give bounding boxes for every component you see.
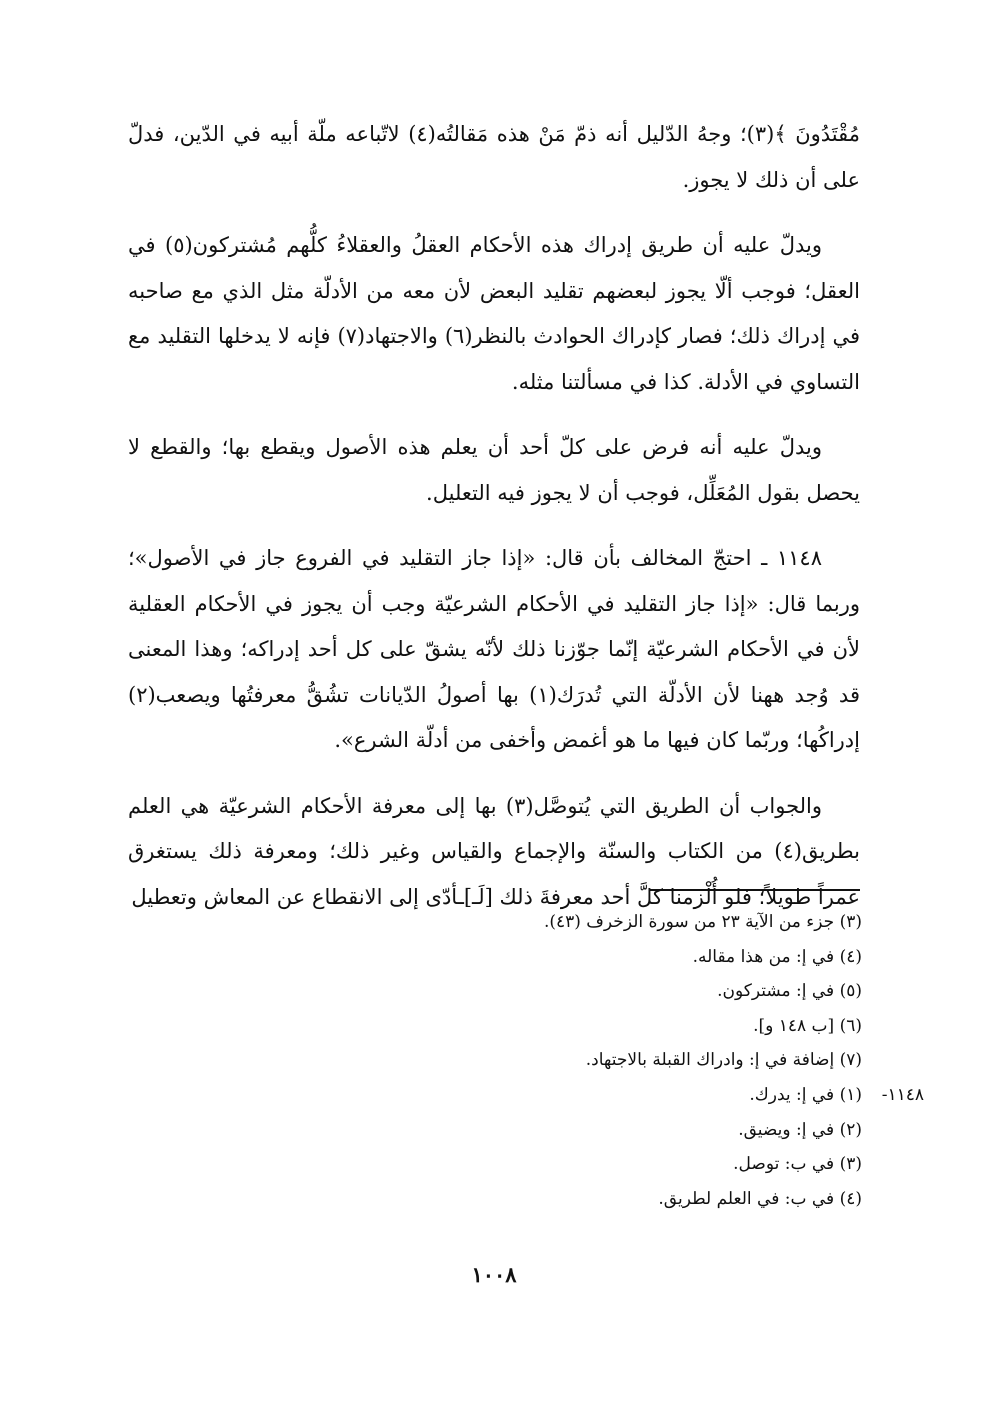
- footnote-group-1148: [128, 1078, 924, 1216]
- paragraph: ويدلّ عليه أنه فرض على كلّ أحد أن يعلم هذه الأصول ويقطع بها؛ والقطع لا يحصل بقول المُعَلِّل، فوجب أن لا يجوز فيه التعليل.: [128, 435, 860, 505]
- paragraph: مُقْتَدُونَ ﴾(٣)؛ وجهُ الدّليل أنه ذمّ مَنْ هذه مَقالتُه(٤) لاتّباعه ملّة أبيه في الدّين، فدلّ على أن ذلك لا يجوز.: [128, 122, 860, 192]
- page-number: ١٠٠٨: [471, 1262, 517, 1287]
- footnote-group-label: ١١٤٨-: [881, 1084, 924, 1105]
- footnote: (١) في إ: يدرك.: [749, 1084, 862, 1105]
- footnote: (٢) في إ: ويضيق.: [738, 1119, 862, 1140]
- footnote-separator: [650, 889, 860, 891]
- footnote: (٦) [ب ١٤٨ و].: [753, 1015, 862, 1036]
- footnote: (٧) إضافة في إ: وادراك القبلة بالاجتهاد.: [585, 1050, 862, 1071]
- footnotes: [128, 905, 924, 1216]
- footnote: (٥) في إ: مشتركون.: [717, 981, 862, 1002]
- paragraph: والجواب أن الطريق التي يُتوصَّل(٣) بها إلى معرفة الأحكام الشرعيّة هي العلم بطريق(٤) من الكتاب والسنّة والإجماع والقياس وغير ذلك؛ ومعرفة ذلك يستغرق عمراً طويلاً؛ فلو أُلْزمنا كلَّ أحد معرفةَ ذلك [لَـ]ـأدّى إلى الانقطاع عن المعاش وتعطيل: [128, 793, 860, 909]
- footnote: (٤) في إ: من هذا مقاله.: [692, 946, 862, 967]
- main-text: [128, 112, 860, 940]
- paragraph-section-1148: ١١٤٨ ـ احتجّ المخالف بأن قال: «إذا جاز التقليد في الفروع جاز في الأصول»؛ وربما قال: «إذا جاز التقليد في الأحكام الشرعيّة وجب أن يجوز في الأحكام العقلية لأن في الأحكام الشرعيّة إنّما جوّزنا ذلك لأنّه يشقّ على كل أحد إدراكه؛ وهذا المعنى قد وُجد ههنا لأن الأدلّة التي تُدرَك(١) بها أصولُ الدّيانات تشُقُّ معرفتُها ويصعب(٢) إدراكُها؛ وربّما كان فيها ما هو أغمض وأخفى من أدلّة الشرع».: [128, 546, 860, 752]
- footnote: (٣) جزء من الآية ٢٣ من سورة الزخرف (٤٣).: [543, 912, 862, 932]
- paragraph: ويدلّ عليه أن طريق إدراك هذه الأحكام العقلُ والعقلاءُ كلُّهم مُشتركون(٥) في العقل؛ فوجب ألّا يجوز لبعضهم تقليد البعض لأن معه من الأدلّة مثل الذي مع صاحبه في إدراك ذلك؛ فصار كإدراك الحوادث بالنظر(٦) والاجتهاد(٧) فإنه لا يدخلها التقليد مع التساوي في الأدلة. كذا في مسألتنا مثله.: [128, 233, 860, 394]
- footnote: (٤) في ب: في العلم لطريق.: [658, 1188, 862, 1209]
- footnote: (٣) في ب: توصل.: [733, 1154, 862, 1175]
